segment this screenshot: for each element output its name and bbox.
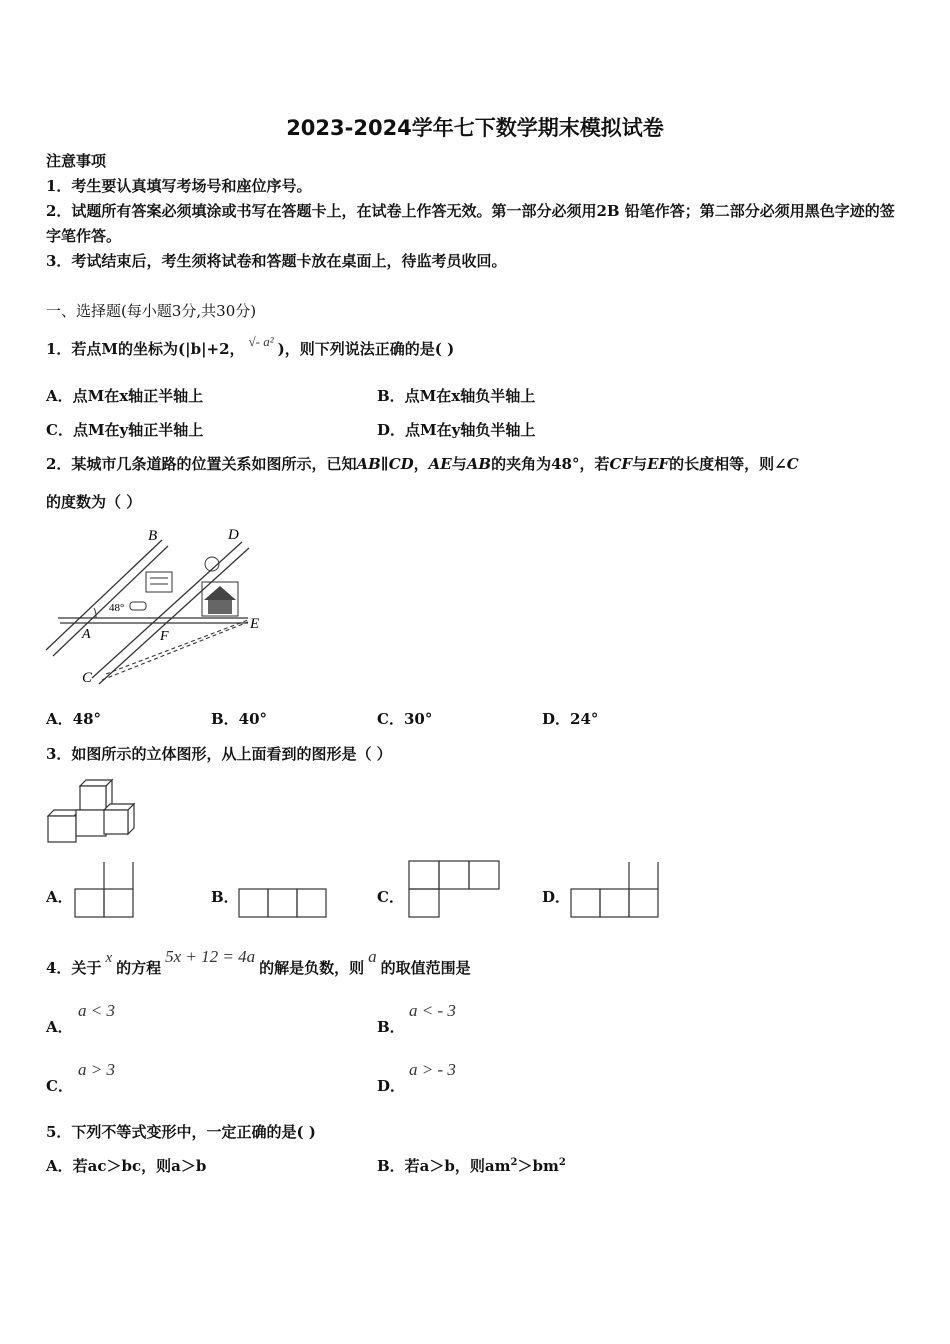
q1-option-b: B．点M在x轴负半轴上	[377, 387, 536, 405]
road-ce-dashed2	[106, 620, 248, 674]
q1-stem-a: 1．若点M的坐标为(|b|+2，	[46, 340, 245, 358]
q1-option-a: A．点M在x轴正半轴上	[46, 387, 204, 405]
q4-option-b-letter: B．	[377, 1018, 405, 1036]
q3-option-a-letter: A．	[46, 888, 73, 906]
q2-ae: AE	[428, 455, 452, 473]
car-icon	[130, 602, 146, 610]
q5-option-b-part1: B．若a＞b，则am	[377, 1157, 511, 1175]
q2-option-c: C．30°	[377, 710, 433, 728]
fig-label-e: E	[250, 616, 260, 632]
fig-label-b: B	[148, 528, 158, 544]
page-title: 2023-2024学年七下数学期末模拟试卷	[286, 116, 664, 140]
q1-radical: √- a²	[248, 334, 274, 349]
q2-road-figure	[44, 522, 274, 688]
q1-stem-b: )，则下列说法正确的是( )	[277, 340, 455, 358]
q5-option-b-sup2: 2	[558, 1157, 566, 1168]
q3-option-a-figure	[74, 861, 136, 919]
q2-c: C	[786, 455, 799, 473]
q2-stem-line1	[46, 453, 799, 474]
q2-stem-1c: 的长度相等，则∠	[669, 455, 787, 473]
q2-stem-1a: 2．某城市几条道路的位置关系如图所示，已知	[46, 455, 357, 473]
q4-option-a-letter: A．	[46, 1018, 73, 1036]
notice-item-2: 2．试题所有答案必须填涂或书写在答题卡上，在试卷上作答无效。第一部分必须用2B 铅笔作答；第二部分必须用黑色字迹的签字笔作答。	[46, 202, 895, 245]
fig-label-f: F	[160, 629, 169, 644]
fig-label-d: D	[228, 527, 239, 543]
fig-label-c: C	[82, 670, 93, 686]
section-heading: 一、选择题(每小题3分,共30分)	[46, 302, 257, 320]
q2-yu1: 与	[451, 455, 467, 473]
q2-ab: AB	[466, 455, 492, 473]
q4-stem	[46, 947, 471, 978]
notice-item-3: 3．考试结束后，考生须将试卷和答题卡放在桌面上，待监考员收回。	[46, 252, 507, 270]
q5-option-a: A．若ac＞bc，则a＞b	[46, 1157, 207, 1175]
q5-option-b	[377, 1155, 566, 1176]
q4-stem-b: 的方程	[116, 959, 162, 977]
road-ce-dashed1	[102, 622, 248, 680]
q4-var-a: a	[368, 947, 377, 966]
notice-heading: 注意事项	[46, 152, 107, 170]
q2-sep: ，	[413, 455, 429, 473]
building-icon	[146, 572, 172, 592]
q4-option-a-expr: a < 3	[78, 1001, 115, 1020]
fig-label-angle: 48°	[109, 602, 125, 614]
q2-yu2: 与	[632, 455, 648, 473]
q3-option-c-figure	[408, 860, 502, 920]
q2-stem-1b: 的夹角为48°，若	[491, 455, 610, 473]
q2-stem-line2: 的度数为（ ）	[46, 493, 142, 511]
q4-option-d-expr: a > - 3	[409, 1060, 456, 1079]
q5-option-b-part2: ＞bm	[517, 1157, 559, 1175]
q4-option-b-expr: a < - 3	[409, 1001, 456, 1020]
q3-option-b-figure	[238, 888, 330, 920]
q4-stem-d: 的取值范围是	[380, 959, 471, 977]
q3-solid-figure	[46, 776, 138, 846]
road-ab-line2	[53, 546, 168, 656]
q3-option-d-figure	[570, 861, 662, 919]
q5-stem: 5．下列不等式变形中，一定正确的是( )	[46, 1123, 316, 1141]
road-ab-line1	[46, 540, 162, 650]
q4-stem-c: 的解是负数，则	[259, 959, 365, 977]
q4-option-c-expr: a > 3	[78, 1060, 115, 1079]
q4-option-d-letter: D．	[377, 1077, 406, 1095]
q2-ab-cd: AB∥CD	[356, 455, 414, 473]
fig-label-a: A	[82, 627, 91, 642]
q3-option-b-letter: B．	[211, 888, 239, 906]
q2-option-a: A．48°	[46, 710, 102, 728]
q4-stem-a: 4．关于	[46, 959, 102, 977]
q3-option-c-letter: C．	[377, 888, 404, 906]
q1-option-c: C．点M在y轴正半轴上	[46, 421, 204, 439]
q1-stem	[46, 334, 455, 359]
q2-cf: CF	[609, 455, 633, 473]
q2-option-d: D．24°	[542, 710, 599, 728]
q1-option-d: D．点M在y轴负半轴上	[377, 421, 536, 439]
q2-ef: EF	[647, 455, 670, 473]
q5-option-b-sup1: 2	[510, 1157, 518, 1168]
q4-var-x: x	[105, 950, 113, 966]
q4-option-c-letter: C．	[46, 1077, 73, 1095]
notice-item-1: 1．考生要认真填写考场号和座位序号。	[46, 177, 312, 195]
q4-equation: 5x + 12 = 4a	[165, 947, 256, 966]
q3-stem: 3．如图所示的立体图形，从上面看到的图形是（ ）	[46, 745, 392, 763]
q3-option-d-letter: D．	[542, 888, 571, 906]
q2-option-b: B．40°	[211, 710, 268, 728]
